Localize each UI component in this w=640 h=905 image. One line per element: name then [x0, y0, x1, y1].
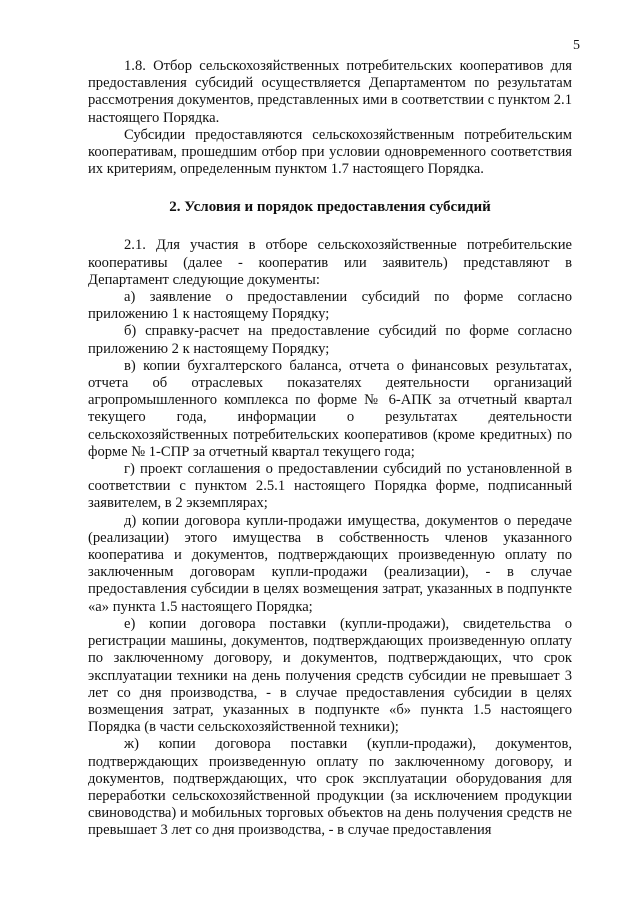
document-body	[88, 58, 572, 840]
page-number: 5	[573, 38, 580, 53]
list-item-v: в) копии бухгалтерского баланса, отчета о финансовых результатах, отчета об отраслевых показателях деятельности организаций агропромышленного комплекса по форме № 6-АПК за отчетный квартал текущего года, информации о результатах деятельности сельскохозяйственных потребительских кооперативов (кроме кредитных) по форме № 1-СПР за отчетный квартал текущего года;	[88, 357, 572, 460]
paragraph-subsidies-criteria: Субсидии предоставляются сельскохозяйственным потребительским кооперативам, прошедшим отбор при условии одновременного соответствия их критериям, определенным пунктом 1.7 настоящего Порядка.	[88, 126, 572, 178]
list-item-d: д) копии договора купли-продажи имущества, документов о передаче (реализации) этого имущества в собственность членов указанного кооператива и документов, подтверждающих произведенную оплату по заключенным договорам купли-продажи (реализации), - в случае предоставления субсидии в целях возмещения затрат, указанных в подпункте «а» пункта 1.5 настоящего Порядка;	[88, 512, 572, 615]
list-item-b: б) справку-расчет на предоставление субсидий по форме согласно приложению 2 к настоящему Порядку;	[88, 323, 572, 357]
list-item-a: а) заявление о предоставлении субсидий по форме согласно приложению 1 к настоящему Порядку;	[88, 289, 572, 323]
section-heading: 2. Условия и порядок предоставления субсидий	[169, 199, 491, 216]
list-item-e: е) копии договора поставки (купли-продажи), свидетельства о регистрации машины, документов, подтверждающих произведенную оплату по заключенному договору, и документов, подтверждающих, что срок эксплуатации техники на день получения средств субсидии не превышает 3 лет со дня производства, - в случае предоставления субсидии в целях возмещения затрат, указанных в подпункте «б» пункта 1.5 настоящего Порядка (в части сельскохозяйственной техники);	[88, 615, 572, 736]
list-item-zh: ж) копии договора поставки (купли-продажи), документов, подтверждающих произведенную оплату по заключенному договору, и документов, подтверждающих, что срок эксплуатации оборудования для переработки сельскохозяйственной продукции (за исключением продукции свиноводства) и мобильных торговых объектов на день получения средств не превышает 3 лет со дня производства, - в случае предоставления	[88, 736, 572, 839]
list-item-g: г) проект соглашения о предоставлении субсидий по установленной в соответствии с пунктом 2.5.1 настоящего Порядка форме, подписанный заявителем, в 2 экземплярах;	[88, 461, 572, 512]
paragraph-1-8: 1.8. Отбор сельскохозяйственных потребительских кооперативов для предоставления субсидий осуществляется Департаментом по результатам рассмотрения документов, представленных ими в соответствии с пунктом 2.1 настоящего Порядка.	[88, 58, 572, 126]
paragraph-2-1: 2.1. Для участия в отборе сельскохозяйственные потребительские кооперативы (далее - кооператив или заявитель) представляют в Департамент следующие документы:	[88, 237, 572, 288]
